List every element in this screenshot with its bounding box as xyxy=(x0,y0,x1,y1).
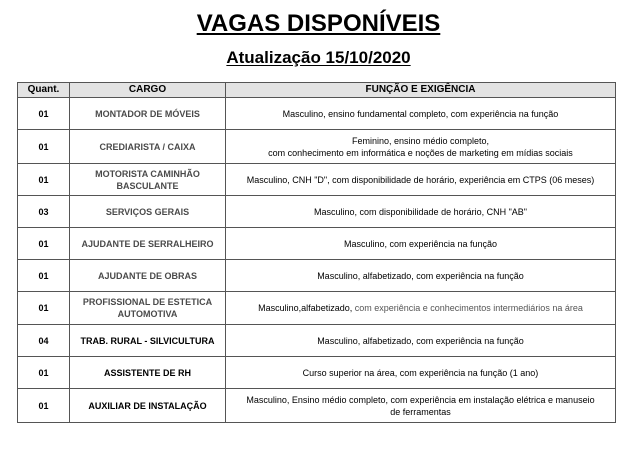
funcao-part-a: Masculino,alfabetizado, xyxy=(258,303,353,313)
cell-quant: 01 xyxy=(18,357,70,389)
cell-cargo xyxy=(70,164,226,196)
cell-cargo: TRAB. RURAL - SILVICULTURA xyxy=(70,325,226,357)
table-row xyxy=(18,98,616,130)
cargo-line-2: AUTOMOTIVA xyxy=(117,309,178,319)
cell-funcao: Curso superior na área, com experiência na função (1 ano) xyxy=(226,357,616,389)
cell-cargo: AUXILIAR DE INSTALAÇÃO xyxy=(70,389,226,423)
cell-funcao: Masculino, alfabetizado, com experiência na função xyxy=(226,325,616,357)
funcao-line-1: Masculino, Ensino médio completo, com experiência em instalação elétrica e manuseio xyxy=(246,394,595,405)
cell-cargo: AJUDANTE DE OBRAS xyxy=(70,260,226,292)
cell-cargo: ASSISTENTE DE RH xyxy=(70,357,226,389)
subtitle-text: Atualização 15/10/2020 xyxy=(226,48,411,67)
cargo-line-2: BASCULANTE xyxy=(116,180,179,191)
cell-cargo: AJUDANTE DE SERRALHEIRO xyxy=(70,228,226,260)
cell-quant: 01 xyxy=(18,260,70,292)
funcao-part-b: com experiência e conhecimentos intermediários na área xyxy=(352,303,583,313)
table-row xyxy=(18,130,616,164)
cell-cargo xyxy=(70,292,226,325)
funcao-line-2: com conhecimento em informática e noções de marketing em mídias sociais xyxy=(268,147,573,158)
cargo-line-1: PROFISSIONAL DE ESTETICA xyxy=(82,297,213,307)
title-text: VAGAS DISPONÍVEIS xyxy=(196,10,441,37)
table-row xyxy=(18,228,616,260)
cell-quant: 01 xyxy=(18,228,70,260)
cell-funcao xyxy=(226,389,616,423)
cell-funcao: Masculino, com experiência na função xyxy=(226,228,616,260)
header-funcao: FUNÇÃO E EXIGÊNCIA xyxy=(226,83,616,98)
header-cargo: CARGO xyxy=(70,83,226,98)
cell-quant: 01 xyxy=(18,98,70,130)
cell-cargo: MONTADOR DE MÓVEIS xyxy=(70,98,226,130)
cell-funcao: Masculino, com disponibilidade de horário, CNH "AB" xyxy=(226,196,616,228)
cell-quant: 01 xyxy=(18,389,70,423)
cell-quant: 01 xyxy=(18,292,70,325)
table-row xyxy=(18,292,616,325)
cell-cargo: CREDIARISTA / CAIXA xyxy=(70,130,226,164)
table-header-row xyxy=(18,83,616,98)
table-row xyxy=(18,325,616,357)
cell-quant: 01 xyxy=(18,130,70,164)
funcao-line-1: Feminino, ensino médio completo, xyxy=(351,135,490,146)
page-subtitle xyxy=(0,47,637,69)
cell-funcao: Masculino, alfabetizado, com experiência na função xyxy=(226,260,616,292)
table-row xyxy=(18,164,616,196)
cell-cargo: SERVIÇOS GERAIS xyxy=(70,196,226,228)
cell-quant: 01 xyxy=(18,164,70,196)
cell-funcao xyxy=(226,130,616,164)
cell-funcao xyxy=(226,292,616,325)
cell-quant: 03 xyxy=(18,196,70,228)
cell-funcao: Masculino, ensino fundamental completo, com experiência na função xyxy=(226,98,616,130)
funcao-line-2: de ferramentas xyxy=(390,406,451,417)
vacancies-table xyxy=(17,82,616,423)
cargo-line-1: MOTORISTA CAMINHÃO xyxy=(95,168,200,179)
table-row xyxy=(18,260,616,292)
cell-funcao: Masculino, CNH "D", com disponibilidade de horário, experiência em CTPS (06 meses) xyxy=(226,164,616,196)
header-quant: Quant. xyxy=(18,83,70,98)
page-title xyxy=(0,9,637,39)
table-row xyxy=(18,389,616,423)
table-row xyxy=(18,196,616,228)
table-row xyxy=(18,357,616,389)
cell-quant: 04 xyxy=(18,325,70,357)
